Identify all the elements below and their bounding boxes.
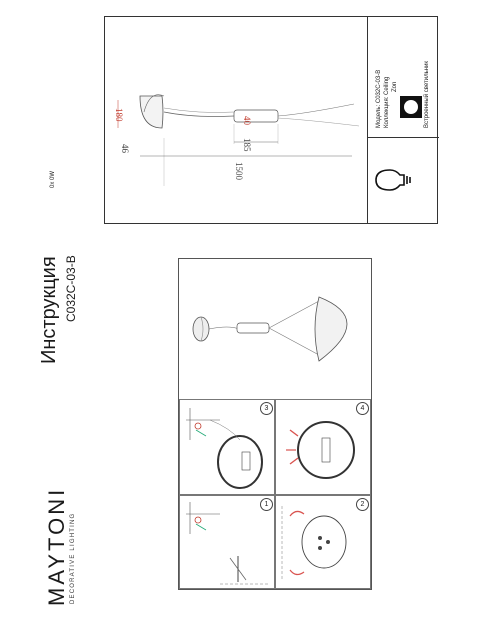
spec-meta: [366, 16, 438, 136]
meta-collection-value: Ceiling: [384, 76, 390, 95]
meta-collection: [384, 77, 390, 128]
dimension-drawing: [104, 16, 366, 224]
assembled-lamp-drawing: [179, 259, 371, 399]
step-4-illustration: [276, 400, 370, 494]
indoor-circle-icon: [400, 96, 422, 118]
power-rating: 0x 0W: [50, 170, 56, 188]
meta-collection-label: Коллекция:: [384, 96, 390, 128]
step-panel-3: [179, 399, 275, 495]
dimension-185: 185: [242, 138, 252, 152]
step-1-illustration: [180, 496, 274, 588]
step-panel-4: [275, 399, 371, 495]
dimension-1500: 1500: [234, 162, 244, 180]
step-3-illustration: [180, 400, 274, 494]
step-number-1: 1: [260, 498, 273, 511]
meta-led-note: Встроенный светильник: [424, 61, 430, 128]
meta-model: [376, 70, 382, 128]
meta-zon: Zon: [392, 81, 398, 92]
dimension-40: 40: [242, 116, 252, 125]
dimension-180: 180: [114, 108, 124, 122]
step-number-2: 2: [356, 498, 369, 511]
brand-logo: MAYTONI: [44, 486, 69, 606]
step-number-3: 3: [260, 402, 273, 415]
step-number-4: 4: [356, 402, 369, 415]
meta-model-value: C032C-03-B: [376, 69, 382, 104]
step-2-illustration: [276, 496, 370, 588]
power-info: [366, 136, 438, 224]
lamp-dimension-diagram: [104, 16, 366, 224]
brand-tagline: DECORATIVE LIGHTING: [70, 512, 76, 604]
instruction-frame: [178, 258, 372, 590]
step-panel-2: [275, 495, 371, 589]
lightbulb-icon: [366, 136, 438, 224]
document-model: C032C-03-B: [64, 255, 78, 322]
step-panel-1: [179, 495, 275, 589]
meta-model-label: Модель:: [376, 104, 382, 128]
dimension-46: 46: [120, 144, 130, 153]
document-title: Инструкция: [38, 256, 60, 364]
